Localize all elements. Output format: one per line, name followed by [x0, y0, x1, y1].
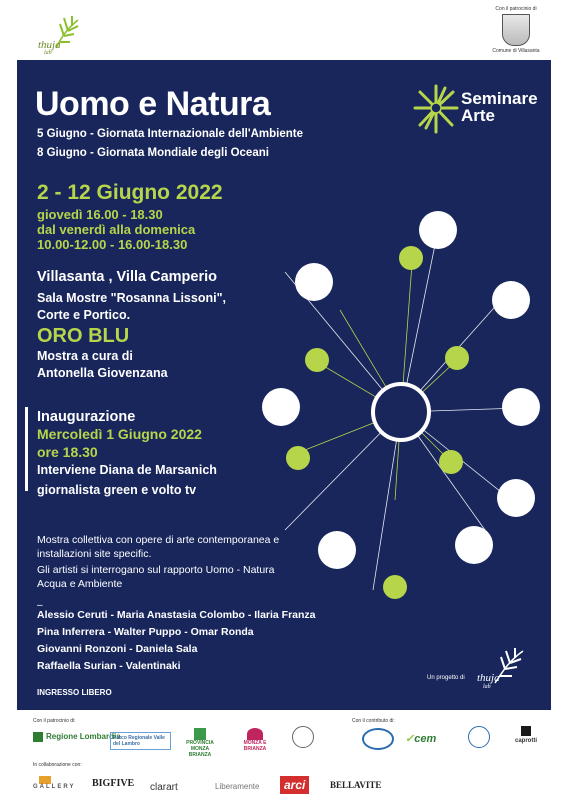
artists-line-4: Raffaella Surian - Valentinaki — [37, 660, 181, 672]
logo-acqua-icon — [362, 728, 394, 750]
curator-name: Antonella Giovenzana — [37, 366, 168, 380]
ingresso-libero: INGRESSO LIBERO — [37, 688, 112, 697]
dot-white — [455, 526, 493, 564]
event-dates: 2 - 12 Giugno 2022 — [37, 181, 223, 204]
dot-green — [286, 446, 310, 470]
logo-liberamente: Liberamente — [215, 782, 260, 791]
thuja-bottom-text: thuja — [477, 672, 500, 684]
logo-clarart: clarart — [150, 782, 178, 793]
artists-line-2: Pina Inferrera - Walter Puppo - Omar Ronda — [37, 626, 254, 638]
footer-patrocinio-label: Con il patrocinio di: — [33, 718, 76, 724]
logo-crest-round — [292, 726, 314, 748]
logo-bigfive: BIGFIVE — [92, 778, 135, 789]
thuja-lab-bottom-logo — [475, 645, 533, 690]
thuja-lab-logo — [34, 14, 94, 54]
center-ring — [373, 384, 429, 440]
comune-crest-icon — [502, 14, 530, 46]
footer-collaborazione-label: In collaborazione con: — [33, 762, 82, 768]
place-sala: Sala Mostre "Rosanna Lissoni", — [37, 291, 226, 305]
artists-dash: – — [37, 600, 43, 611]
seminare-arte-burst-icon — [411, 80, 461, 140]
footer-sponsors — [0, 710, 568, 800]
poster-title: Uomo e Natura — [35, 85, 271, 123]
progetto-label: Un progetto di — [427, 675, 465, 681]
curator-label: Mostra a cura di — [37, 349, 133, 363]
dot-white — [295, 263, 333, 301]
gallery-mark-icon — [39, 776, 51, 784]
inauguration-speaker-role: giornalista green e volto tv — [37, 483, 197, 497]
description-line-4: Acqua e Ambiente — [37, 578, 123, 590]
dot-white — [502, 388, 540, 426]
circle-diagram — [245, 200, 551, 600]
dot-white — [492, 281, 530, 319]
dot-white — [419, 211, 457, 249]
arte-text: Arte — [461, 106, 496, 125]
seminare-text: Seminare — [461, 89, 538, 108]
inauguration-date: Mercoledì 1 Giugno 2022 — [37, 426, 202, 442]
inauguration-time: ore 18.30 — [37, 444, 98, 460]
logo-monza-brianza: MONZA E BRIANZA — [235, 728, 275, 752]
exhibition-title: ORO BLU — [37, 325, 130, 347]
lombardia-rose-icon — [33, 732, 43, 742]
subtitle-oceani: 8 Giugno - Giornata Mondiale degli Oceani — [37, 147, 269, 159]
description-line-3: Gli artisti si interrogano sul rapporto Uomo - Natura — [37, 564, 275, 576]
inauguration-speaker: Interviene Diana de Marsanich — [37, 463, 217, 477]
logo-cem: ✓cem — [405, 733, 437, 745]
logo-arci: arci — [280, 776, 309, 794]
footer-contributo-label: Con il contributo di: — [352, 718, 395, 724]
place-corte: Corte e Portico. — [37, 308, 131, 322]
schedule-weekend: dal venerdì alla domenica — [37, 222, 196, 237]
schedule-hours: 10.00-12.00 - 16.00-18.30 — [37, 237, 188, 252]
top-bar — [0, 0, 568, 60]
dot-white — [497, 479, 535, 517]
logo-bellavite: BELLAVITE — [330, 780, 382, 790]
thuja-top-text: thuja — [38, 39, 61, 51]
dot-green — [399, 246, 423, 270]
dot-green — [383, 575, 407, 599]
caprotti-mark-icon — [521, 726, 531, 736]
dot-white — [262, 388, 300, 426]
patrocinio-label: Con il patrocinio di — [495, 6, 537, 12]
logo-caprotti: caprotti — [515, 726, 537, 744]
inauguration-title: Inaugurazione — [37, 409, 136, 425]
dot-green — [439, 450, 463, 474]
dot-green — [445, 346, 469, 370]
subtitle-ambiente: 5 Giugno - Giornata Internazionale dell'Ambiente — [37, 128, 303, 140]
dot-green — [305, 348, 329, 372]
comune-label: Comune di Villasanta — [492, 48, 540, 54]
inauguration-bar — [25, 407, 28, 491]
poster-panel — [17, 60, 551, 710]
provincia-shield-icon — [194, 728, 206, 740]
description-line-1: Mostra collettiva con opere di arte contemporanea e — [37, 534, 280, 546]
place-villa: Villasanta , Villa Camperio — [37, 269, 217, 285]
monza-wing-icon — [247, 728, 263, 740]
seminare-arte-logo — [411, 80, 541, 140]
dot-white — [318, 531, 356, 569]
schedule-thursday: giovedì 16.00 - 18.30 — [37, 207, 163, 222]
logo-round-blue-icon — [468, 726, 490, 748]
artists-line-1: Alessio Ceruti - Maria Anastasia Colombo - Ilaria Franza — [37, 609, 316, 621]
artists-line-3: Giovanni Ronzoni - Daniela Sala — [37, 643, 198, 655]
thuja-top-sub: lab — [44, 50, 52, 54]
logo-provincia: PROVINCIA MONZA BRIANZA — [180, 728, 220, 758]
description-line-2: installazioni site specific. — [37, 548, 152, 560]
thuja-bottom-sub: lab — [483, 684, 491, 690]
logo-regione-lombardia: Regione Lombardia — [33, 732, 121, 742]
logo-parco-lambro: Parco Regionale Valle del Lambro — [110, 732, 171, 750]
patrocinio-comune — [486, 6, 546, 54]
logo-gallery: GALLERY — [33, 776, 75, 790]
